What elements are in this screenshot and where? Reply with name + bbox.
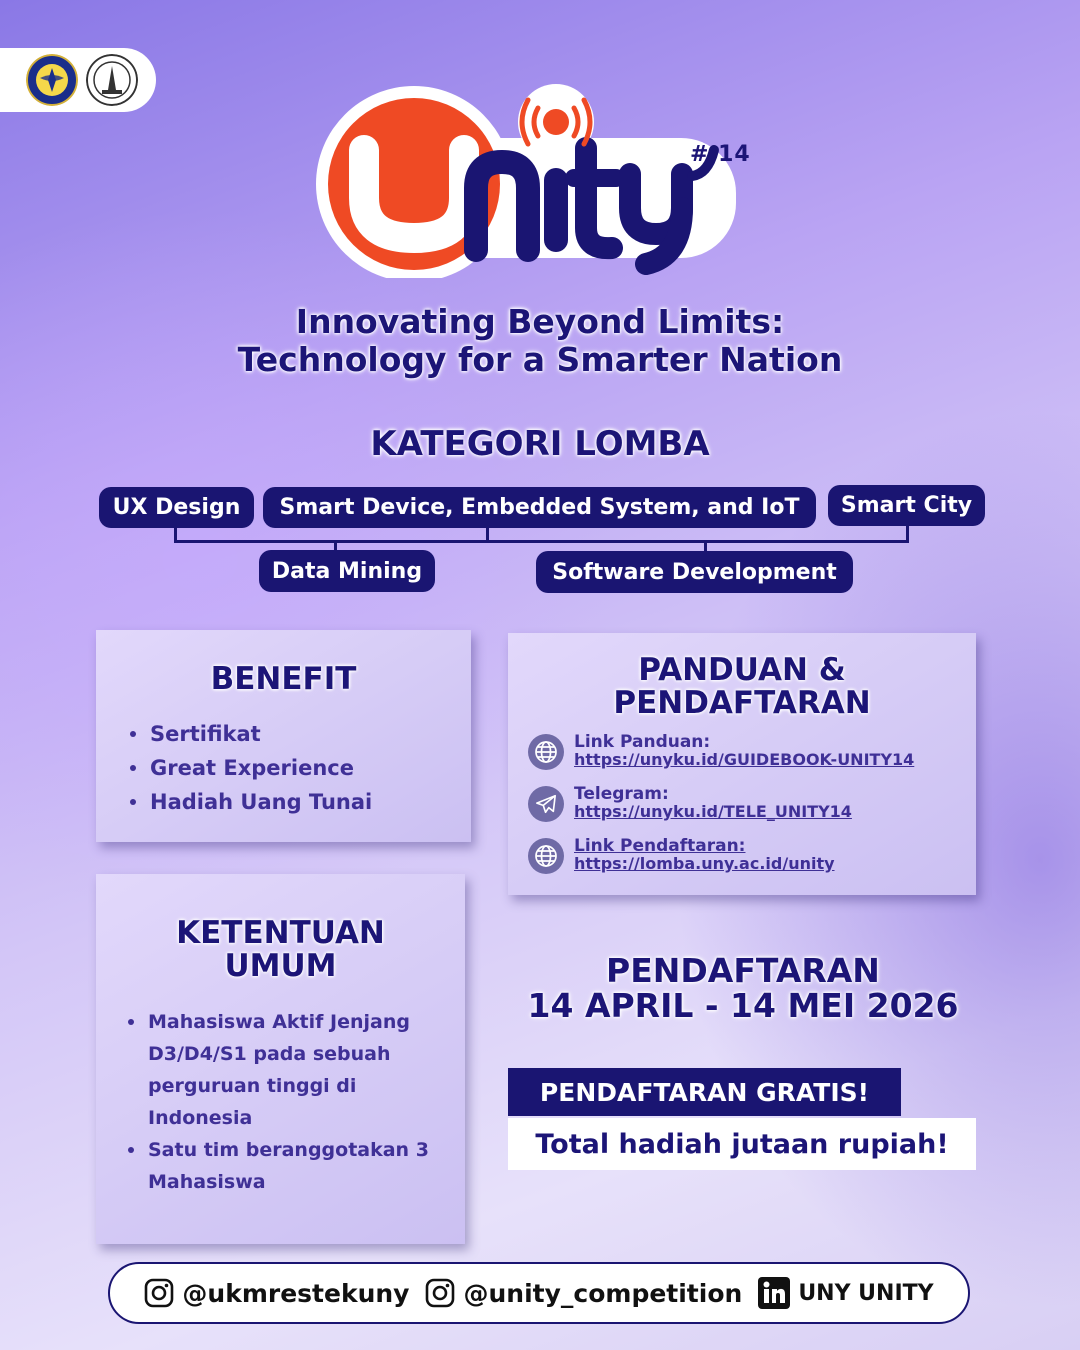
link-label: Link Panduan: xyxy=(574,732,711,752)
guidebook-link[interactable]: https://unyku.id/GUIDEBOOK-UNITY14 xyxy=(574,750,915,769)
globe-icon xyxy=(528,734,564,770)
registration-link[interactable]: https://lomba.uny.ac.id/unity xyxy=(574,854,835,873)
list-item xyxy=(128,1134,465,1198)
instagram-ukm[interactable] xyxy=(144,1278,409,1308)
connector-line xyxy=(174,540,909,543)
list-item: Hadiah Uang Tunai xyxy=(130,785,471,819)
ketentuan-title-line-1: KETENTUAN xyxy=(176,915,385,951)
telegram-link[interactable]: https://unyku.id/TELE_UNITY14 xyxy=(574,802,852,821)
list-item: Great Experience xyxy=(130,751,471,785)
category-smart-city: Smart City xyxy=(828,485,985,526)
list-item: Sertifikat xyxy=(130,717,471,751)
benefit-title: BENEFIT xyxy=(210,661,357,697)
theme-line-1: Innovating Beyond Limits: xyxy=(295,302,785,341)
link-row-panduan xyxy=(528,733,976,770)
registration-title: PENDAFTARAN xyxy=(606,951,880,990)
list-item-line: D3/D4/S1 pada sebuah xyxy=(148,1043,391,1065)
instagram-icon xyxy=(144,1278,174,1308)
category-smart-device: Smart Device, Embedded System, and IoT xyxy=(263,487,816,528)
globe-icon xyxy=(528,838,564,874)
link-row-telegram xyxy=(528,785,976,822)
social-footer xyxy=(108,1262,970,1324)
categories-title: KATEGORI LOMBA xyxy=(370,424,710,464)
panduan-title-line-1: PANDUAN & xyxy=(638,652,846,688)
registration-dates: 14 APRIL - 14 MEI 2026 xyxy=(527,986,959,1025)
unity-logo xyxy=(316,78,766,278)
category-ux-design: UX Design xyxy=(99,487,254,528)
link-list xyxy=(528,733,976,874)
prize-banner: Total hadiah jutaan rupiah! xyxy=(508,1118,976,1170)
linkedin-handle: UNY UNITY xyxy=(798,1280,934,1306)
link-label: Telegram: xyxy=(574,784,669,804)
category-software-development: Software Development xyxy=(536,551,853,593)
panduan-card xyxy=(508,633,976,895)
list-item-line: Mahasiswa Aktif Jenjang xyxy=(148,1011,410,1033)
ketentuan-list xyxy=(128,1006,465,1198)
benefit-card xyxy=(96,630,471,842)
telegram-icon xyxy=(528,786,564,822)
benefit-list xyxy=(130,717,471,819)
link-row-pendaftaran xyxy=(528,837,976,874)
list-item-line: Indonesia xyxy=(148,1107,253,1129)
free-registration-banner: PENDAFTARAN GRATIS! xyxy=(508,1068,901,1116)
ketentuan-card xyxy=(96,874,465,1244)
list-item xyxy=(128,1006,465,1134)
event-number: # 14 xyxy=(690,142,751,167)
instagram-handle: @unity_competition xyxy=(463,1278,743,1308)
instagram-icon xyxy=(425,1278,455,1308)
list-item-line: perguruan tinggi di xyxy=(148,1075,357,1097)
instagram-unity[interactable] xyxy=(425,1278,742,1308)
ukm-seal-logo xyxy=(86,54,138,106)
ketentuan-title-line-2: UMUM xyxy=(224,948,337,984)
theme-line-2: Technology for a Smarter Nation xyxy=(237,340,843,379)
linkedin-unity[interactable] xyxy=(758,1277,933,1309)
category-data-mining: Data Mining xyxy=(259,550,435,592)
instagram-handle: @ukmrestekuny xyxy=(182,1278,410,1308)
logo-bar xyxy=(0,48,156,112)
linkedin-icon xyxy=(758,1277,790,1309)
university-seal-logo xyxy=(26,54,78,106)
list-item-line: Satu tim beranggotakan 3 xyxy=(148,1139,429,1161)
link-label: Link Pendaftaran: xyxy=(574,836,746,856)
panduan-title-line-2: PENDAFTARAN xyxy=(613,685,871,721)
list-item-line: Mahasiswa xyxy=(148,1171,266,1193)
